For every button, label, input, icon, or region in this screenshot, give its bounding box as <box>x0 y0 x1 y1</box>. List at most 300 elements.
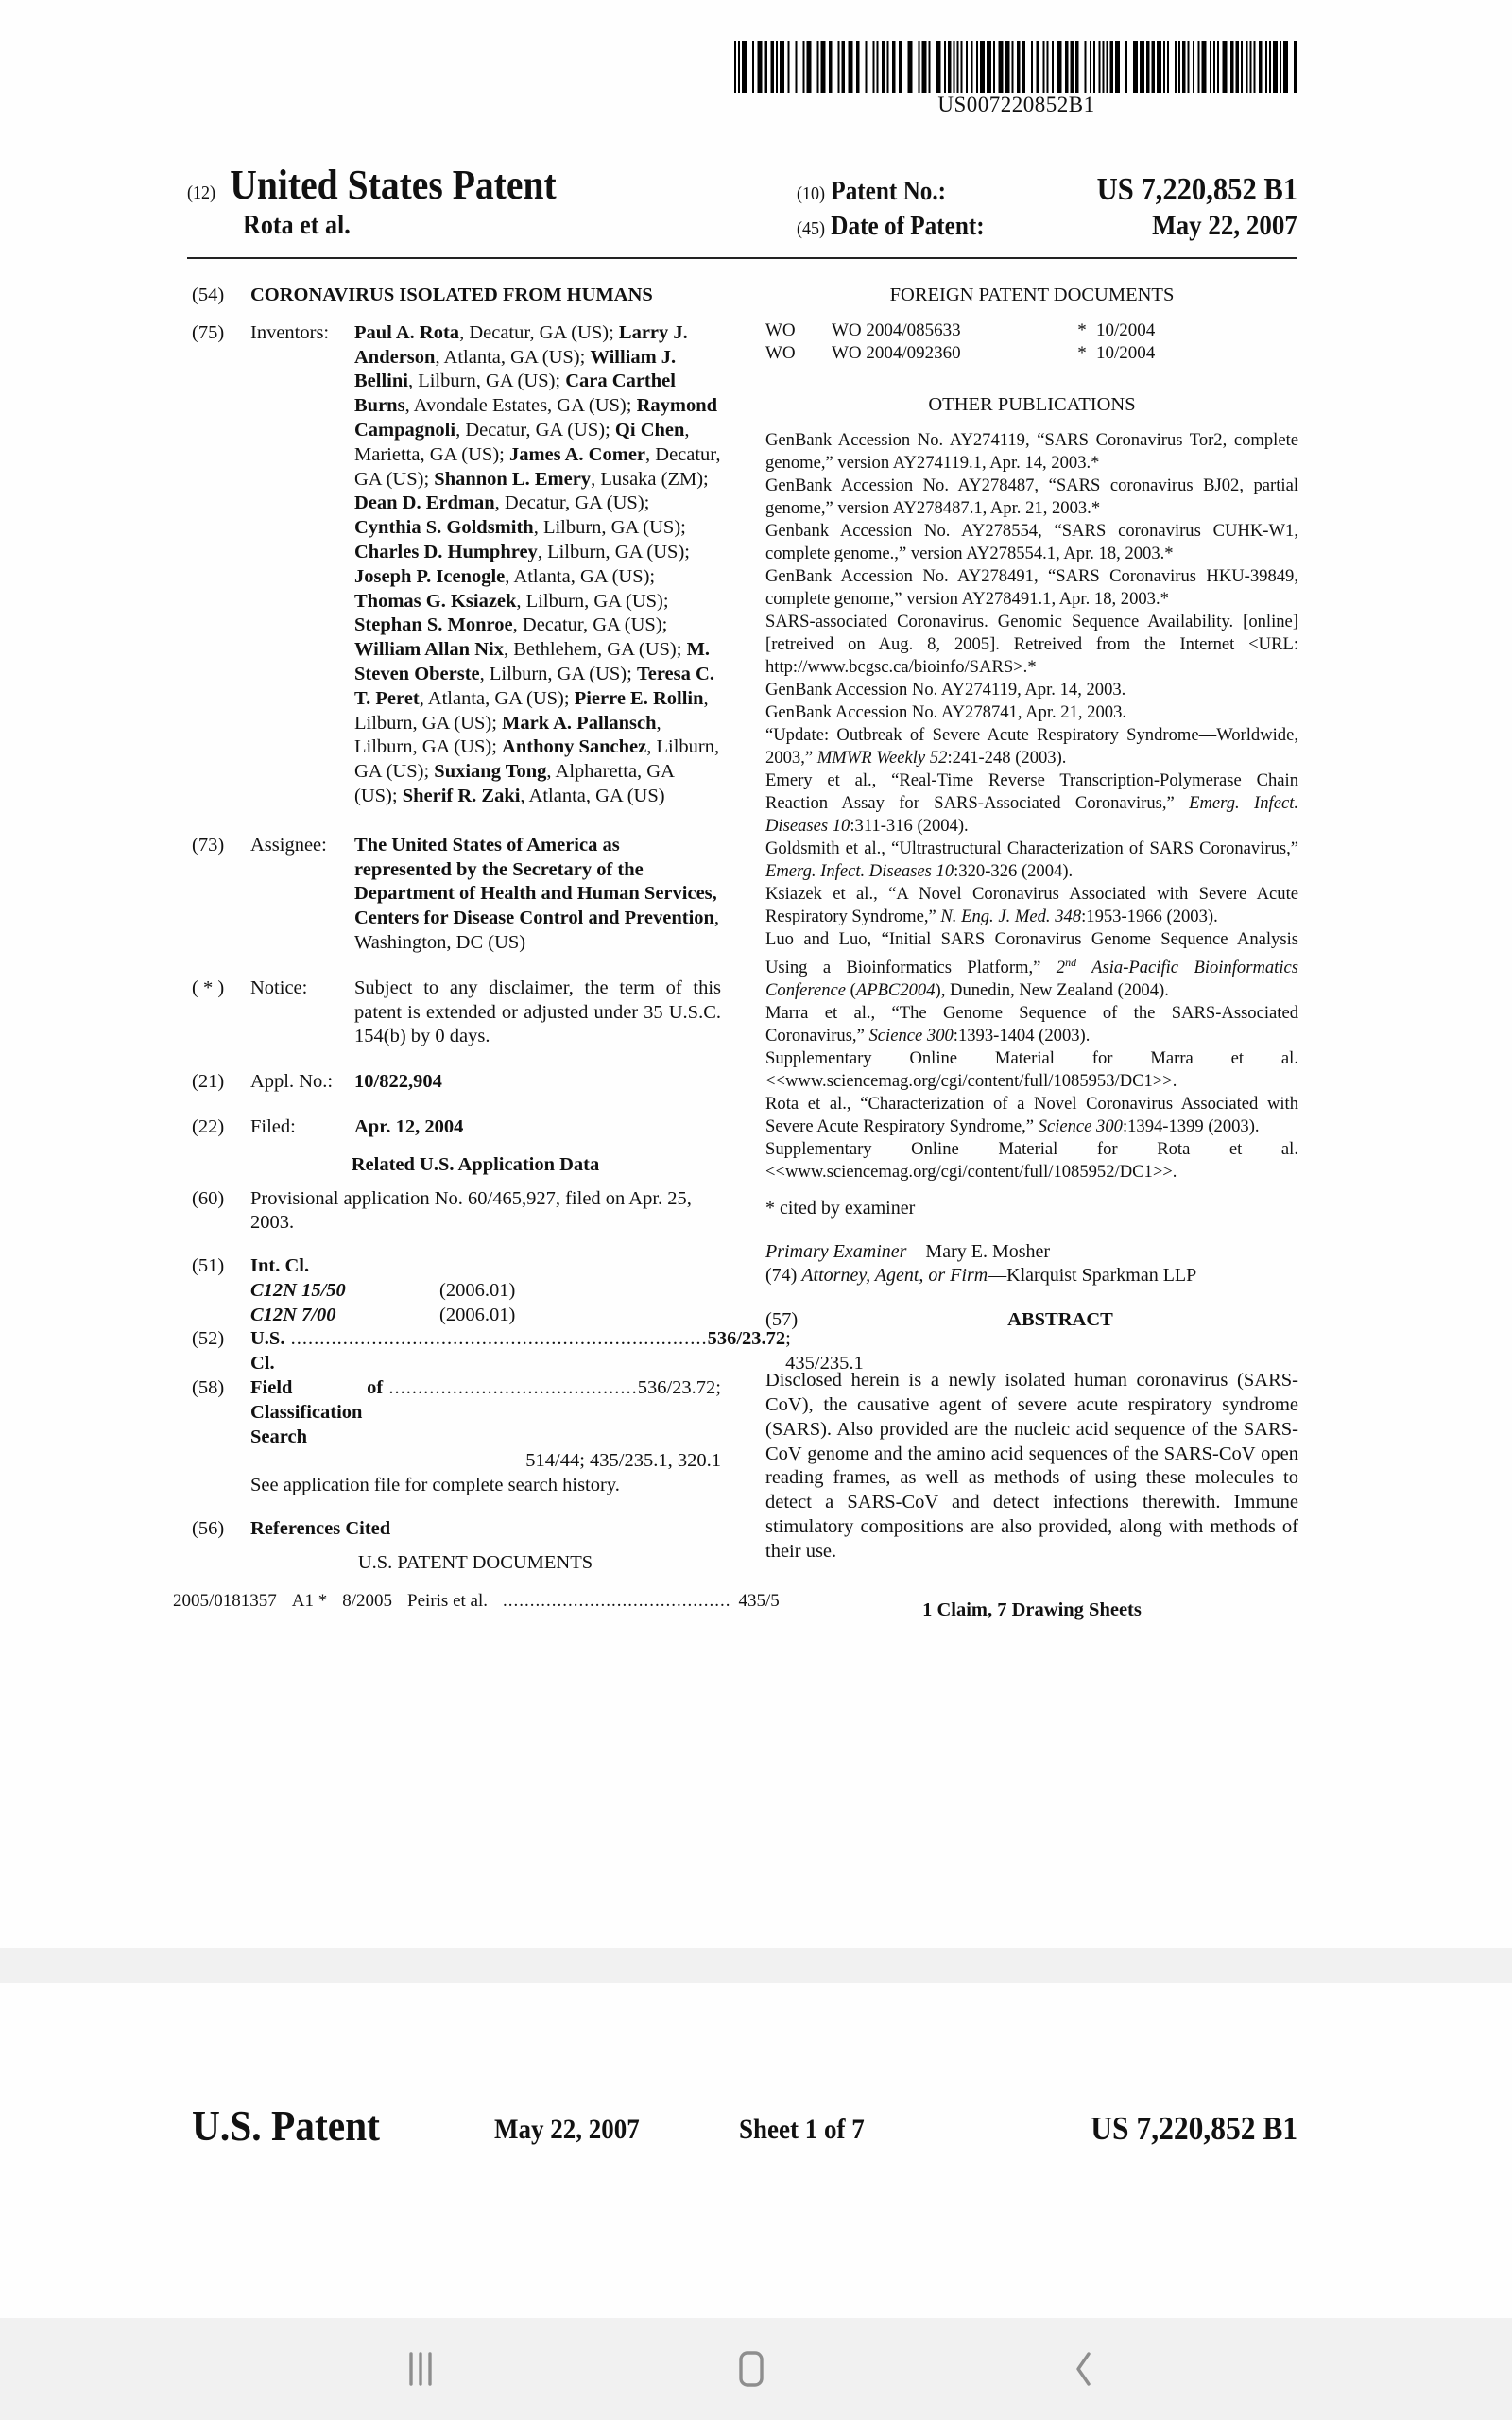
barcode-bar <box>980 41 985 93</box>
publication-text: APBC2004 <box>855 980 936 1001</box>
inventor-name: Sherif R. Zaki <box>402 785 521 806</box>
field-code: (52) <box>192 1328 225 1350</box>
notice-label: Notice: <box>250 977 308 998</box>
notice-text: Subject to any disclaimer, the term of this patent is extended or adjusted under 35 U.S.C. 154(b) by 0 days. <box>354 977 721 1047</box>
filed-label: Filed: <box>250 1115 296 1137</box>
barcode-bar <box>944 41 946 93</box>
barcode-bar <box>919 41 920 93</box>
recents-button[interactable] <box>364 2318 477 2420</box>
field-code: (54) <box>192 285 225 305</box>
patent-date-row <box>797 210 1297 242</box>
barcode-bar <box>966 41 968 93</box>
barcode-bar <box>1193 41 1194 93</box>
field-code: (22) <box>192 1115 225 1137</box>
barcode-bar <box>796 41 798 93</box>
barcode-bar <box>1043 41 1045 93</box>
inventor-location: , Lilburn, GA (US); <box>354 687 709 734</box>
us-patent-doc-row <box>173 1589 780 1614</box>
publication-entry <box>765 701 1298 724</box>
barcode-bar <box>803 41 805 93</box>
us-cl-label: U.S. Cl. <box>250 1328 285 1374</box>
barcode-bar <box>1188 41 1190 93</box>
int-cl-class: C12N 7/00 <box>250 1304 336 1325</box>
us-cl-field <box>192 1327 864 1376</box>
title-field <box>192 284 721 308</box>
inventor-name: Pierre E. Rollin <box>574 687 704 709</box>
inventor-location: , Lusaka (ZM); <box>591 468 709 490</box>
inventor-name: Charles D. Humphrey <box>354 541 538 562</box>
inventor-name: Cara Carthel Burns <box>354 371 676 417</box>
inventor-name: M. Steven Oberste <box>354 639 711 684</box>
barcode-bar <box>987 41 991 93</box>
barcode-bar <box>1280 41 1281 93</box>
doc-kind: A1 * <box>291 1590 328 1611</box>
patent-title: CORONAVIRUS ISOLATED FROM HUMANS <box>250 285 653 305</box>
barcode-bar <box>771 41 775 93</box>
barcode-bar <box>1037 41 1040 93</box>
barcode-bar <box>877 41 879 93</box>
inventor-location: , Decatur, GA (US); <box>455 419 615 441</box>
barcode-bar <box>993 41 995 93</box>
doc-country: WO <box>765 320 796 340</box>
barcode-bar <box>1052 41 1054 93</box>
patent-no-label: Patent No.: <box>831 177 947 206</box>
barcode-bar <box>1217 41 1219 93</box>
doc-date: 10/2004 <box>1096 343 1156 363</box>
inventor-name: William J. Bellini <box>354 346 677 392</box>
barcode-bar <box>1254 41 1256 93</box>
barcode-bar <box>1133 41 1138 93</box>
inventor-name: Larry J. Anderson <box>354 321 688 368</box>
patent-type-heading <box>187 161 557 209</box>
barcode-bar <box>929 41 931 93</box>
publication-text: :1394-1399 (2003). <box>1122 1116 1260 1137</box>
assignee-name: The United States of America as represented by the Secretary of the Department of Health and Human Services, Centers for Disease Control and Prevention <box>354 834 717 929</box>
barcode-bar <box>892 41 896 93</box>
other-publications-list <box>765 429 1298 1184</box>
barcode-bar <box>1265 41 1267 93</box>
inventor-location: , Lilburn, GA (US); <box>354 736 720 783</box>
date-of-patent-label: Date of Patent: <box>831 212 985 241</box>
patent-number: US 7,220,852 B1 <box>1096 172 1297 207</box>
inventor-name: Mark A. Pallansch <box>502 712 657 734</box>
us-patent-docs-title: U.S. PATENT DOCUMENTS <box>357 1551 593 1573</box>
assignee-field <box>192 834 721 956</box>
barcode-bar <box>780 41 784 93</box>
barcode-bar <box>1202 41 1207 93</box>
inventor-name: Joseph P. Icenogle <box>354 565 506 587</box>
barcode-bar <box>807 41 812 93</box>
doc-date: 8/2005 <box>342 1590 393 1611</box>
leader-dots: ........................................................................ <box>284 1328 708 1350</box>
publication-text: Goldsmith et al., “Ultrastructural Characterization of SARS Coronavirus,” <box>765 838 1298 858</box>
field-search-note: See application file for complete search history. <box>250 1475 620 1496</box>
inventors-list <box>354 321 721 809</box>
publication-text: Emerg. Infect. Diseases 10 <box>765 861 954 881</box>
barcode-bar <box>842 41 846 93</box>
barcode-bar <box>838 41 840 93</box>
inventor-location: , Decatur, GA (US); <box>494 493 650 514</box>
publication-text: 2 <box>1056 958 1066 978</box>
barcode-bar <box>1167 41 1169 93</box>
primary-examiner <box>765 1240 1298 1264</box>
field-code: (73) <box>192 834 225 856</box>
barcode-bar <box>1213 41 1215 93</box>
right-column <box>765 284 1298 1621</box>
barcode-bar <box>954 41 955 93</box>
home-button[interactable] <box>696 2318 810 2420</box>
abstract-header <box>765 1308 1298 1331</box>
barcode-bar <box>1182 41 1186 93</box>
assignee-label: Assignee: <box>250 834 327 856</box>
doc-number: WO 2004/085633 <box>832 320 961 340</box>
int-cl-version: (2006.01) <box>439 1279 516 1301</box>
publication-text: GenBank Accession No. AY278491, “SARS Coronavirus HKU-39849, complete genome,” version AY278491.1, Apr. 18, 2003.* <box>765 566 1298 609</box>
inventor-location: , Lilburn, GA (US); <box>516 590 669 612</box>
abstract-title: ABSTRACT <box>1007 1309 1113 1331</box>
publication-text: MMWR Weekly 52 <box>816 748 948 768</box>
attorney-label: Attorney, Agent, or Firm <box>801 1265 988 1287</box>
barcode-bar <box>856 41 860 93</box>
publication-entry <box>765 769 1298 838</box>
barcode-bar <box>1152 41 1156 93</box>
inventor-name: Stephan S. Monroe <box>354 614 513 636</box>
page-separator <box>0 1948 1512 1983</box>
foreign-doc-row <box>765 342 1298 365</box>
publication-text: Emerg. Infect. Diseases 10 <box>765 793 1299 836</box>
publication-text: :320-326 (2004). <box>954 861 1074 881</box>
publication-text: GenBank Accession No. AY274119, “SARS Coronavirus Tor2, complete genome,” version AY274119.1, Apr. 14, 2003.* <box>765 430 1298 473</box>
barcode-bar <box>788 41 790 93</box>
barcode-bar <box>887 41 889 93</box>
doc-number: 2005/0181357 <box>173 1590 277 1611</box>
doc-date: 10/2004 <box>1096 320 1156 340</box>
attorney <box>765 1264 1298 1288</box>
code-10: (10) <box>797 183 825 204</box>
barcode-bar <box>738 41 740 93</box>
inventor-name: Thomas G. Ksiazek <box>354 590 517 612</box>
us-cl-primary: 536/23.72 <box>707 1328 786 1350</box>
barcode-bar <box>1012 41 1014 93</box>
foreign-docs-title: FOREIGN PATENT DOCUMENTS <box>889 285 1175 305</box>
inventor-name: Teresa C. T. Peret <box>354 663 714 709</box>
publication-text: GenBank Accession No. AY274119, Apr. 14, 2003. <box>765 680 1126 700</box>
publication-entry <box>765 1093 1298 1138</box>
field-code: (60) <box>192 1187 225 1209</box>
publication-text: GenBank Accession No. AY278487, “SARS coronavirus BJ02, partial genome,” version AY278487.1, Apr. 21, 2003.* <box>765 475 1298 518</box>
barcode-bar <box>1269 41 1271 93</box>
barcode-bar <box>908 41 913 93</box>
field-code: (57) <box>765 1309 799 1331</box>
inventor-location: , Atlanta, GA (US); <box>505 565 656 587</box>
publication-text: Luo and Luo, “Initial SARS Coronavirus Genome Sequence Analysis Using a Bioinformatics Platform,” <box>765 929 1298 978</box>
field-search-field <box>192 1376 721 1498</box>
barcode-bar <box>1146 41 1150 93</box>
publication-text: ( <box>846 980 856 1001</box>
inventor-location: , Decatur, GA (US); <box>512 614 668 636</box>
barcode-bar <box>734 41 736 93</box>
doc-country: WO <box>765 343 796 363</box>
field-code: (74) <box>765 1265 802 1287</box>
references-field <box>192 1517 721 1542</box>
other-publications-title: OTHER PUBLICATIONS <box>928 394 1136 415</box>
barcode-bar <box>776 41 778 93</box>
barcode-bar <box>849 41 853 93</box>
barcode-bar <box>1107 41 1108 93</box>
claims-line: 1 Claim, 7 Drawing Sheets <box>922 1599 1142 1620</box>
provisional-text: Provisional application No. 60/465,927, filed on Apr. 25, 2003. <box>250 1187 692 1234</box>
inventor-name: Raymond Campagnoli <box>354 395 718 441</box>
cited-by-examiner-note: * cited by examiner <box>765 1198 916 1219</box>
filed-date: Apr. 12, 2004 <box>354 1115 464 1137</box>
barcode-bar <box>1163 41 1165 93</box>
barcode-bar <box>1175 41 1177 93</box>
patent-page-2 <box>0 1983 1512 2318</box>
publication-text: Ksiazek et al., “A Novel Coronavirus Associated with Severe Acute Respiratory Syndrome,” <box>765 884 1298 926</box>
appl-no-label: Appl. No.: <box>250 1071 334 1093</box>
publication-text: Supplementary Online Material for Marra et al. <<www.sciencemag.org/cgi/content/full/1085953/DC1>>. <box>765 1048 1298 1092</box>
publication-text: :241-248 (2003). <box>947 748 1067 768</box>
barcode-bar <box>1022 41 1026 93</box>
inventor-location: , Decatur, GA (US); <box>354 443 721 490</box>
int-cl-version: (2006.01) <box>439 1304 516 1325</box>
doc-star: * <box>1077 343 1087 363</box>
field-search-label: Field of Classification Search <box>250 1377 384 1447</box>
assignee-location: , Washington, DC (US) <box>354 908 720 953</box>
inventor-location: , Lilburn, GA (US); <box>533 517 686 539</box>
barcode-bar <box>922 41 927 93</box>
publication-text: nd <box>1065 956 1077 969</box>
inventor-name: Paul A. Rota <box>354 321 460 343</box>
field-code: ( * ) <box>192 977 225 998</box>
barcode-bar <box>1115 41 1120 93</box>
int-cl-class: C12N 15/50 <box>250 1279 346 1301</box>
inventor-name: Qi Chen <box>614 419 685 441</box>
publication-entry <box>765 838 1298 883</box>
publication-text: Rota et al., “Characterization of a Novel Coronavirus Associated with Severe Acute Respiratory Syndrome,” <box>765 1094 1298 1137</box>
inventor-name: Anthony Sanchez <box>502 736 647 758</box>
back-button[interactable] <box>1027 2318 1141 2420</box>
barcode-bar <box>1065 41 1069 93</box>
inventor-location: , Alpharetta, GA (US); <box>354 761 674 806</box>
primary-examiner-label: Primary Examiner <box>765 1241 907 1263</box>
system-navigation-bar <box>0 2318 1512 2420</box>
foreign-doc-row <box>765 320 1298 342</box>
barcode-bar <box>1241 41 1243 93</box>
doc-class: 435/5 <box>738 1590 780 1611</box>
int-cl-item <box>250 1279 721 1304</box>
field-code: (56) <box>192 1518 225 1540</box>
barcode-bar <box>999 41 1004 93</box>
publication-entry <box>765 565 1298 611</box>
leader-dots: ........................................... <box>383 1377 638 1399</box>
publication-entry <box>765 1047 1298 1093</box>
barcode-bar <box>817 41 819 93</box>
publication-text: Supplementary Online Material for Rota et al. <<www.sciencemag.org/cgi/content/full/1085952/DC1>>. <box>765 1139 1298 1183</box>
us-cl-secondary: ; 435/235.1 <box>785 1328 864 1374</box>
barcode-bar <box>971 41 973 93</box>
barcode-bar <box>1283 41 1288 93</box>
primary-examiner-name: —Mary E. Mosher <box>906 1241 1051 1263</box>
home-icon <box>734 2350 772 2388</box>
date-of-patent: May 22, 2007 <box>1152 210 1297 241</box>
publication-entry <box>765 429 1298 475</box>
barcode-bar <box>1294 41 1297 93</box>
publication-text: N. Eng. J. Med. 348 <box>940 907 1082 926</box>
barcode-bar <box>948 41 952 93</box>
recents-icon <box>402 2350 439 2388</box>
inventor-location: , Lilburn, GA (US); <box>407 371 566 392</box>
barcode-bar <box>976 41 978 93</box>
barcode-bar <box>1031 41 1033 93</box>
publication-text: Science 300 <box>1038 1116 1123 1137</box>
inventors-label: Inventors: <box>250 321 330 343</box>
barcode-bar <box>742 41 747 93</box>
sheet-date: May 22, 2007 <box>494 2114 640 2145</box>
publication-text: Emery et al., “Real-Time Reverse Transcription-Polymerase Chain Reaction Assay for SARS-Associated Coronavirus,” <box>765 770 1298 813</box>
publication-entry <box>765 1138 1298 1184</box>
provisional-field <box>192 1187 721 1236</box>
barcode-bar <box>866 41 868 93</box>
sheet-number: Sheet 1 of 7 <box>739 2114 865 2145</box>
inventor-location: , Decatur, GA (US); <box>459 321 619 343</box>
barcode-bar <box>1047 41 1049 93</box>
appl-no-field <box>192 1070 721 1095</box>
barcode-bar <box>957 41 959 93</box>
int-cl-label: Int. Cl. <box>250 1255 310 1277</box>
barcode-bar <box>829 41 833 93</box>
barcode-bar <box>936 41 941 93</box>
patent-number-row <box>797 172 1297 208</box>
notice-field <box>192 977 721 1049</box>
publication-text: GenBank Accession No. AY278741, Apr. 21, 2003. <box>765 702 1127 722</box>
publication-text: :1953-1966 (2003). <box>1081 907 1218 926</box>
header-rule <box>187 257 1297 259</box>
barcode-bar <box>1057 41 1062 93</box>
publication-entry <box>765 1002 1298 1047</box>
doc-star: * <box>1077 320 1087 340</box>
barcode-bar <box>1125 41 1127 93</box>
code-12: (12) <box>187 182 215 203</box>
barcode-bar <box>1140 41 1144 93</box>
barcode-bar <box>1071 41 1074 93</box>
barcode-bar <box>1085 41 1087 93</box>
publication-text: Marra et al., “The Genome Sequence of the SARS-Associated Coronavirus,” <box>765 1003 1298 1046</box>
publication-text: Asia-Pacific Bioinformatics Conference <box>765 958 1298 1001</box>
inventor-location: , Atlanta, GA (US); <box>419 687 575 709</box>
inventor-name: Suxiang Tong <box>434 761 547 783</box>
barcode-bar <box>1223 41 1228 93</box>
int-cl-item <box>250 1304 721 1328</box>
barcode-bar <box>899 41 902 93</box>
doc-number: WO 2004/092360 <box>832 343 961 363</box>
references-title: References Cited <box>250 1518 391 1540</box>
barcode-bar <box>1075 41 1079 93</box>
publication-entry <box>765 883 1298 928</box>
code-45: (45) <box>797 218 825 239</box>
barcode-bar <box>1005 41 1010 93</box>
barcode-bar <box>1178 41 1180 93</box>
inventor-location: , Lilburn, GA (US); <box>479 663 637 684</box>
publication-entry <box>765 679 1298 701</box>
barcode-bar <box>882 41 885 93</box>
barcode-bar <box>961 41 963 93</box>
publication-entry <box>765 724 1298 769</box>
publication-text: Genbank Accession No. AY278554, “SARS coronavirus CUHK-W1, complete genome.,” version AY278554.1, Apr. 18, 2003.* <box>765 521 1298 563</box>
barcode-bar <box>1093 41 1095 93</box>
inventor-location: , Avondale Estates, GA (US); <box>404 395 637 417</box>
barcode-bar <box>821 41 826 93</box>
inventor-location: , Atlanta, GA (US) <box>520 785 665 806</box>
publication-text: SARS-associated Coronavirus. Genomic Sequence Availability. [online] [retreived on Aug. 8, 2005]. Retreived from the Internet <URL: http://www.bcgsc.ca/bioinfo/SARS>.* <box>765 612 1298 677</box>
field-code: (21) <box>192 1071 225 1093</box>
inventor-name: William Allan Nix <box>354 639 504 661</box>
publication-entry <box>765 611 1298 679</box>
patent-type: United States Patent <box>230 162 557 208</box>
publication-entry <box>765 475 1298 520</box>
field-code: (58) <box>192 1377 225 1399</box>
doc-name: Peiris et al. <box>407 1590 488 1611</box>
sheet-patent-number: US 7,220,852 B1 <box>1091 2110 1297 2147</box>
publication-text: ), Dunedin, New Zealand (2004). <box>935 980 1169 1001</box>
appl-no: 10/822,904 <box>354 1071 442 1093</box>
publication-text: :311-316 (2004). <box>850 816 969 836</box>
barcode-bar <box>1246 41 1248 93</box>
filed-field <box>192 1115 721 1140</box>
barcode-bar <box>758 41 763 93</box>
field-code: (51) <box>192 1255 225 1277</box>
barcode-bar <box>765 41 768 93</box>
inventor-location: , Atlanta, GA (US); <box>435 346 591 368</box>
leader-dots: .......................................... <box>503 1590 731 1611</box>
barcode <box>734 41 1298 93</box>
barcode-bar <box>1090 41 1091 93</box>
barcode-bar <box>1259 41 1263 93</box>
publication-entry <box>765 928 1298 1002</box>
inventor-location: , Bethlehem, GA (US); <box>503 639 687 661</box>
inventor-location: , Lilburn, GA (US); <box>354 712 662 758</box>
barcode-bar <box>1273 41 1278 93</box>
barcode-bar <box>1110 41 1114 93</box>
barcode-bar <box>1250 41 1252 93</box>
barcode-bar <box>1099 41 1101 93</box>
related-data-title: Related U.S. Application Data <box>351 1153 600 1175</box>
publication-text: :1393-1404 (2003). <box>953 1026 1091 1046</box>
inventor-location: , Marietta, GA (US); <box>354 419 690 465</box>
int-cl-field <box>192 1254 721 1327</box>
inventors-field <box>192 321 721 809</box>
barcode-bar <box>1210 41 1211 93</box>
publication-text: Science 300 <box>868 1026 954 1046</box>
barcode-bar <box>1017 41 1021 93</box>
barcode-bar <box>873 41 875 93</box>
barcode-bar <box>1230 41 1234 93</box>
abstract-text: Disclosed herein is a newly isolated human coronavirus (SARS-CoV), the causative agent of severe acute respiratory syndrome (SARS). Also provided are the nucleic acid sequence of the SARS-CoV genome and the amino acid sequences of the SARS-CoV open reading frames, as well as methods of using these molecules to detect a SARS-CoV and detect infections therewith. Immune stimulatory compositions are also provided, along with methods of their use. <box>765 1370 1298 1562</box>
field-code: (75) <box>192 321 225 343</box>
inventor-location: , Lilburn, GA (US); <box>537 541 690 562</box>
barcode-bar <box>1103 41 1105 93</box>
inventor-name: Shannon L. Emery <box>434 468 592 490</box>
barcode-number: US007220852B1 <box>937 93 1095 116</box>
inventor-name: James A. Comer <box>508 443 646 465</box>
publication-text: “Update: Outbreak of Severe Acute Respiratory Syndrome—Worldwide, 2003,” <box>765 725 1298 768</box>
barcode-bar <box>752 41 754 93</box>
back-icon <box>1065 2350 1103 2388</box>
field-search-line2: 514/44; 435/235.1, 320.1 <box>525 1450 721 1472</box>
sheet-title: U.S. Patent <box>192 2101 380 2150</box>
barcode-bar <box>1198 41 1200 93</box>
field-search-line1: 536/23.72; <box>637 1377 721 1399</box>
